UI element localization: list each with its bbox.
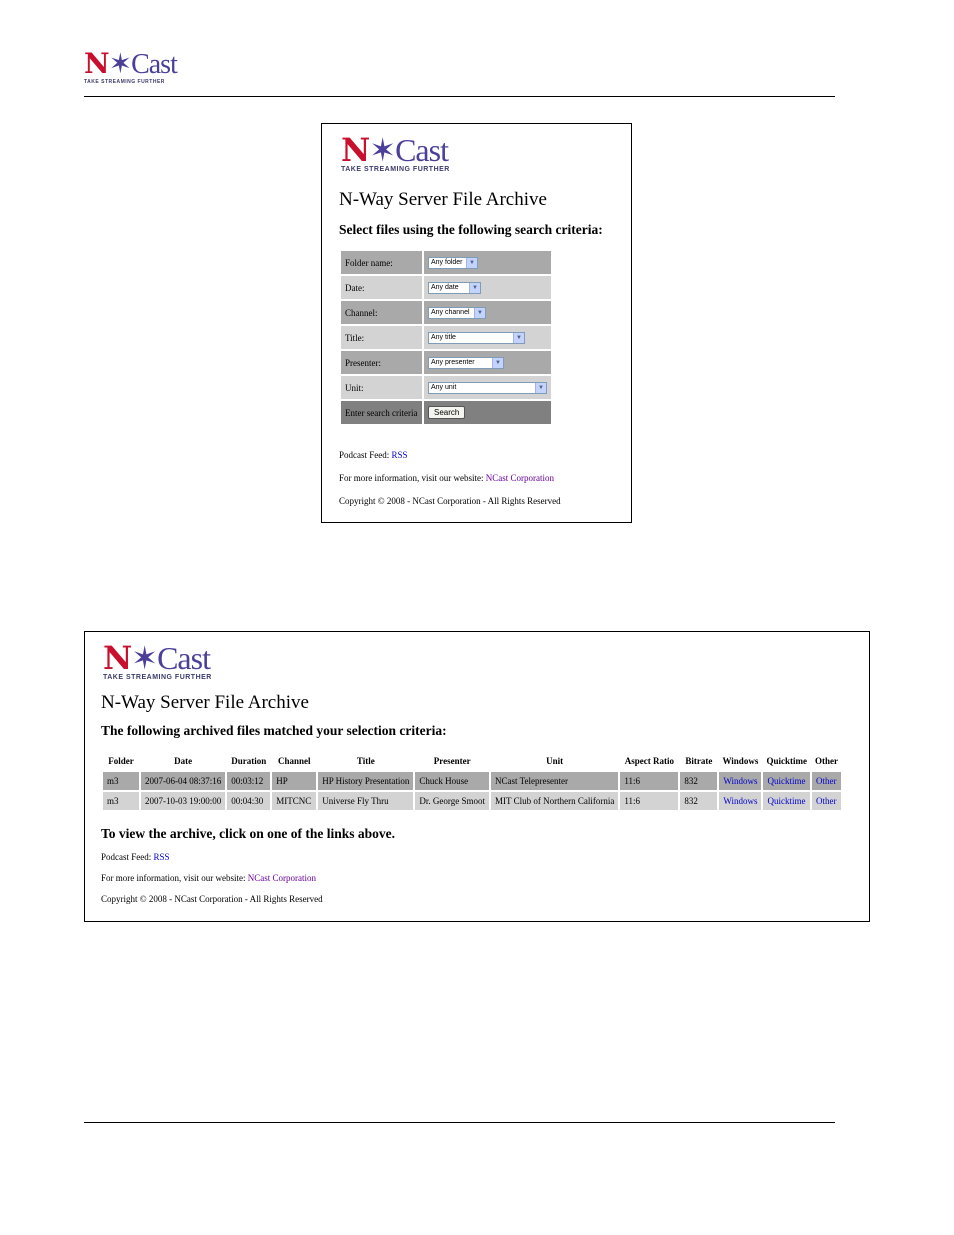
chevron-down-icon: ▼ [513,333,524,343]
results-page-title: N-Way Server File Archive [101,692,309,713]
col-duration: Duration [231,756,267,766]
search-form [339,249,553,426]
channel-select-value: Any channel [431,309,470,317]
results-podcast-line [101,852,170,862]
cell-folder: m3 [103,772,139,790]
other-link[interactable]: Other [812,772,841,790]
logo-tagline: TAKE STREAMING FURTHER [341,166,450,173]
logo-star-icon: ✶ [131,639,158,677]
logo-star-icon: ✶ [369,131,396,169]
search-info-line [339,473,554,483]
table-row [103,772,841,790]
unit-label: Unit: [341,376,422,399]
header-logo [84,47,177,85]
rss-link[interactable]: RSS [391,450,408,460]
form-row-unit [341,376,551,399]
cell-channel: HP [272,772,316,790]
presenter-select-value: Any presenter [431,359,475,367]
logo-n: N [84,47,109,80]
chevron-down-icon: ▼ [469,283,480,293]
date-select-value: Any date [431,284,459,292]
logo-tagline: TAKE STREAMING FURTHER [84,79,165,85]
search-page-title: N-Way Server File Archive [339,189,547,210]
form-row-date [341,276,551,299]
col-date: Date [174,756,193,766]
cell-date: 2007-06-04 08:37:16 [141,772,225,790]
cell-aspect-ratio: 11:6 [620,772,678,790]
col-unit: Unit [546,756,564,766]
header-rule [84,96,835,97]
folder-select[interactable] [428,257,478,269]
results-subtitle: The following archived files matched your selection criteria: [101,723,447,738]
logo-cast: Cast [131,49,177,80]
other-link[interactable]: Other [812,792,841,810]
title-select[interactable] [428,332,525,344]
folder-label: Folder name: [341,251,422,274]
logo-n: N [341,131,370,169]
quicktime-link[interactable]: Quicktime [763,792,810,810]
windows-link[interactable]: Windows [719,792,761,810]
cell-date: 2007-10-03 19:00:00 [141,792,225,810]
logo-cast: Cast [395,132,448,168]
form-row-title [341,326,551,349]
ncast-website-link[interactable]: NCast Corporation [485,473,554,483]
channel-select[interactable] [428,307,486,319]
date-label: Date: [341,276,422,299]
info-label: For more information, visit our website: [339,473,484,483]
search-subtitle: Select files using the following search criteria: [339,222,603,237]
chevron-down-icon: ▼ [535,383,546,393]
cell-bitrate: 832 [680,792,717,810]
search-copyright: Copyright © 2008 - NCast Corporation - All Rights Reserved [339,496,561,506]
results-instruction: To view the archive, click on one of the links above. [101,826,396,841]
info-label: For more information, visit our website: [101,873,246,883]
unit-select[interactable] [428,382,547,394]
col-title: Title [356,756,375,766]
chevron-down-icon: ▼ [474,308,485,318]
cell-aspect-ratio: 11:6 [620,792,678,810]
channel-label: Channel: [341,301,422,324]
cell-presenter: Chuck House [415,772,489,790]
col-quicktime: Quicktime [766,756,807,766]
cell-title: HP History Presentation [318,772,413,790]
cell-title: Universe Fly Thru [318,792,413,810]
cell-unit: MIT Club of Northern California [491,792,618,810]
form-row-submit [341,401,551,424]
quicktime-link[interactable]: Quicktime [763,772,810,790]
ncast-website-link[interactable]: NCast Corporation [247,873,316,883]
date-select[interactable] [428,282,481,294]
col-presenter: Presenter [433,756,471,766]
col-other: Other [814,756,838,766]
col-bitrate: Bitrate [685,756,713,766]
chevron-down-icon: ▼ [466,258,477,268]
search-button[interactable]: Search [428,406,465,419]
results-copyright: Copyright © 2008 - NCast Corporation - All Rights Reserved [101,894,323,904]
logo-n: N [103,639,132,677]
unit-select-value: Any unit [431,384,457,392]
cell-bitrate: 832 [680,772,717,790]
windows-link[interactable]: Windows [719,772,761,790]
results-panel-logo [103,639,212,681]
results-header-row [103,752,841,770]
results-table [101,750,843,812]
col-aspect-ratio: Aspect Ratio [624,756,674,766]
cell-presenter: Dr. George Smoot [415,792,489,810]
results-info-line [101,873,316,883]
form-row-channel [341,301,551,324]
search-panel-logo [341,131,450,173]
submit-label: Enter search criteria [341,401,422,424]
col-folder: Folder [108,756,134,766]
title-label: Title: [341,326,422,349]
folder-select-value: Any folder [431,259,463,267]
podcast-label: Podcast Feed: [339,450,390,460]
podcast-label: Podcast Feed: [101,852,152,862]
logo-star-icon: ✶ [108,47,132,80]
form-row-folder [341,251,551,274]
col-windows: Windows [722,756,759,766]
presenter-select[interactable] [428,357,504,369]
rss-link[interactable]: RSS [153,852,170,862]
footer-rule [84,1122,835,1123]
cell-folder: m3 [103,792,139,810]
cell-unit: NCast Telepresenter [491,772,618,790]
table-row [103,792,841,810]
presenter-label: Presenter: [341,351,422,374]
chevron-down-icon: ▼ [492,358,503,368]
col-channel: Channel [277,756,311,766]
title-select-value: Any title [431,334,456,342]
logo-tagline: TAKE STREAMING FURTHER [103,674,212,681]
form-row-presenter [341,351,551,374]
cell-duration: 00:03:12 [227,772,270,790]
cell-duration: 00:04:30 [227,792,270,810]
search-podcast-line [339,450,408,460]
cell-channel: MITCNC [272,792,316,810]
logo-cast: Cast [157,640,210,676]
